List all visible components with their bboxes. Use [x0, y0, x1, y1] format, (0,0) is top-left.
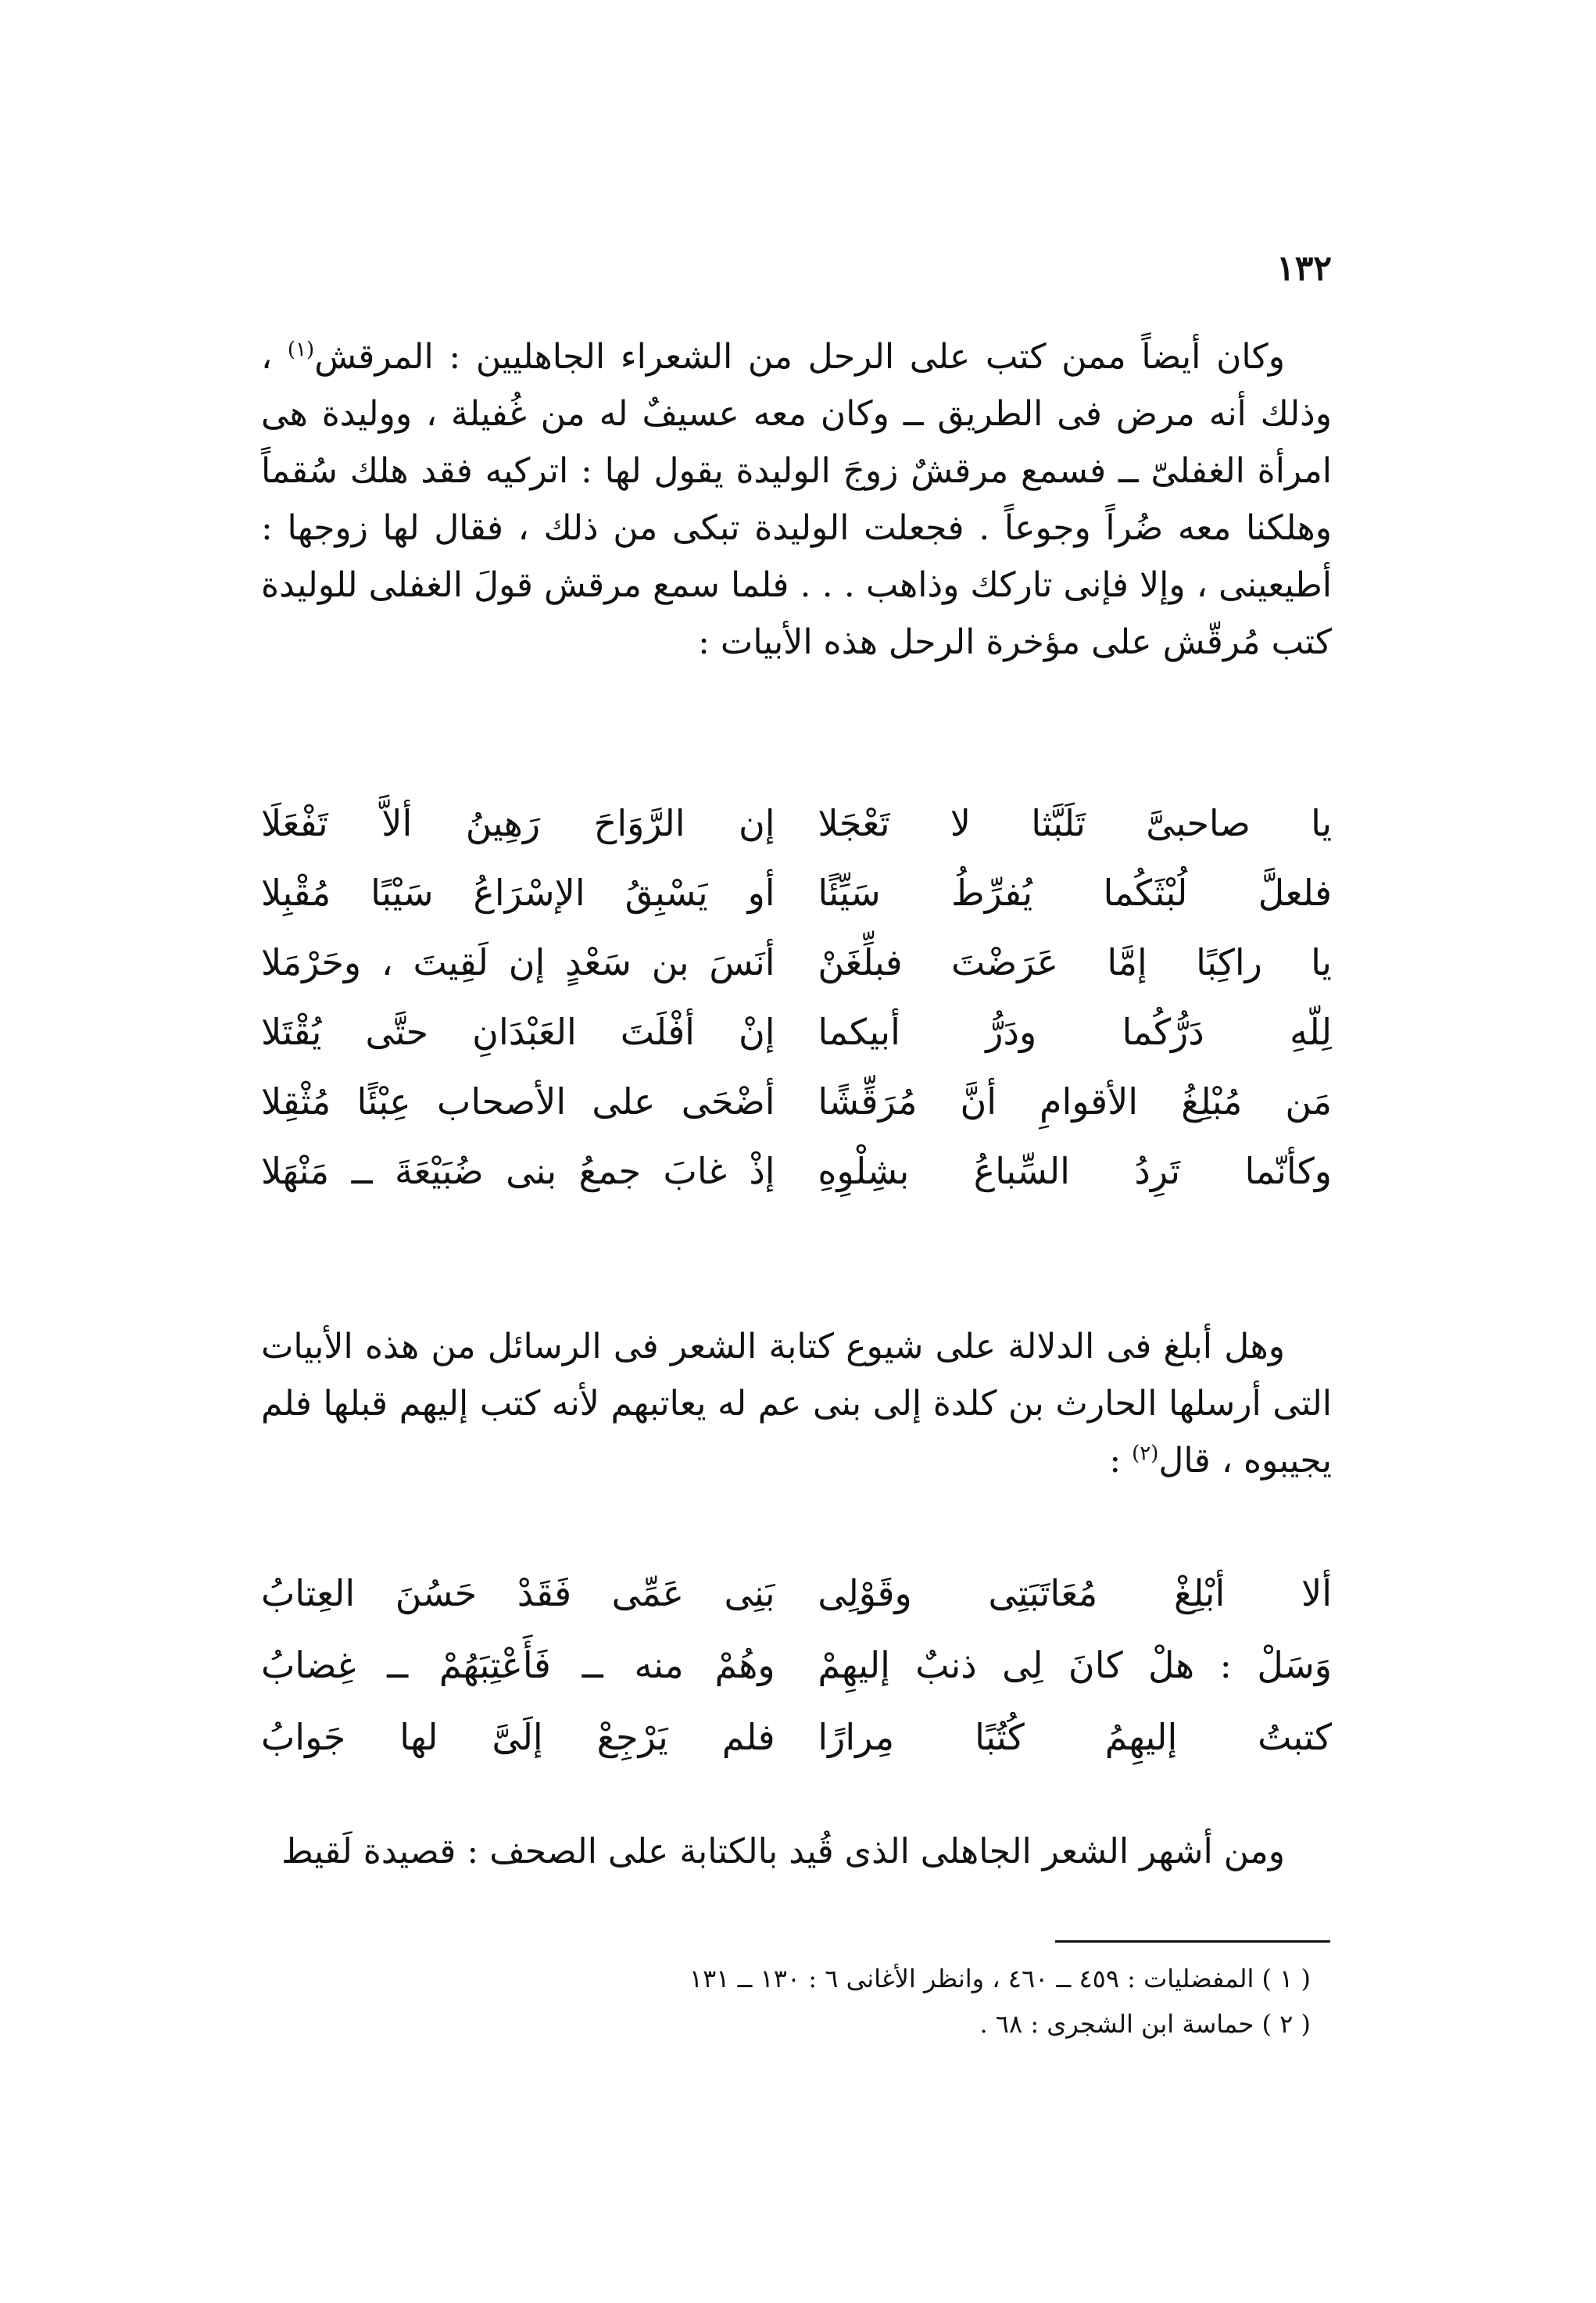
footnote-2: ( ٢ ) حماسة ابن الشجرى : ٦٨ .	[979, 2009, 1311, 2039]
paragraph-harith-intro	[261, 1318, 1332, 1489]
verse-second-hemistich: إذْ غابَ جمعُ بنى ضُبَيْعَةَ ــ مَنْهَلا	[261, 1149, 775, 1192]
verse-line	[261, 997, 1332, 1066]
verse-line	[261, 858, 1332, 927]
paragraph-text: ومن أشهر الشعر الجاهلى الذى قُيد بالكتابة على الصحف : قصيدة لَقيط	[281, 1832, 1285, 1871]
verse-first-hemistich: كتبتُ إليهِمُ كُتُبًا مِرارًا	[818, 1716, 1332, 1758]
verse-line	[261, 1136, 1332, 1205]
verse-first-hemistich: وكأنّما تَرِدُ السِّباعُ بشِلْوِهِ	[818, 1149, 1332, 1192]
verse-second-hemistich: أنَسَ بن سَعْدٍ إن لَقِيتَ ، وحَرْمَلا	[261, 940, 775, 983]
paragraph-text-continued: ، وذلك أنه مرض فى الطريق ــ وكان معه عسيفٌ له من غُفيلة ، ووليدة هى امرأة الغفلىّ ــ فسمع مرقشٌ زوجَ الوليدة يقول لها : اتركيه فقد هلك سُقماً وهلكنا معه ضُراً وجوعاً . فجعلت الوليدة تبكى من ذلك ، فقال لها زوجها : أطيعينى ، وإلا فإنى تاركك وذاهب . . . فلما سمع مرقش قولَ الغفلى للوليدة كتب مُرقّش على مؤخرة الرحل هذه الأبيات :	[261, 337, 1332, 662]
verse-second-hemistich: أضْحَى على الأصحاب عِبْئًا مُثْقِلا	[261, 1080, 775, 1123]
verse-line	[261, 1701, 1332, 1773]
verse-first-hemistich: يا صاحبىَّ تَلَبَّثا لا تَعْجَلا	[818, 801, 1332, 844]
verse-second-hemistich: فلم يَرْجِعْ إلَىَّ لها جَوابُ	[261, 1716, 775, 1758]
verse-first-hemistich: لِلّهِ دَرُّكُما ودَرُّ أبيكما	[818, 1010, 1332, 1053]
footnote-mark: (٢)	[1132, 1442, 1159, 1466]
verse-line	[261, 1557, 1332, 1629]
verse-first-hemistich: ألا أبْلِغْ مُعَاتَبَتِى وقَوْلِى	[818, 1572, 1332, 1614]
verse-second-hemistich: بَنِى عَمِّى فَقَدْ حَسُنَ العِتابُ	[261, 1572, 775, 1614]
paragraph-laqit-intro	[261, 1823, 1332, 1880]
poem-harith	[261, 1557, 1332, 1773]
poem-muraqqish	[261, 788, 1332, 1205]
verse-first-hemistich: وَسَلْ : هلْ كانَ لِى ذنبٌ إليهِمْ	[818, 1644, 1332, 1686]
verse-second-hemistich: أو يَسْبِقُ الإسْرَاعُ سَيْبًا مُقْبِلا	[261, 871, 775, 914]
verse-second-hemistich: وهُمْ منه ــ فَأَعْتِبَهُمْ ــ غِضابُ	[261, 1644, 775, 1686]
verse-first-hemistich: فلعلَّ لُبْثَكُما يُفرِّطُ سَيِّئًا	[818, 871, 1332, 914]
footnote-1: ( ١ ) المفضليات : ٤٥٩ ــ ٤٦٠ ، وانظر الأغانى ٦ : ١٣٠ ــ ١٣١	[689, 1964, 1311, 1993]
verse-first-hemistich: مَن مُبْلِغُ الأقوامِ أنَّ مُرَقِّشًا	[818, 1080, 1332, 1123]
paragraph-text-continued: :	[1109, 1441, 1133, 1481]
verse-line	[261, 927, 1332, 997]
footnote-mark: (١)	[287, 338, 315, 362]
verse-second-hemistich: إن الرَّوَاحَ رَهِينُ ألاَّ تَفْعَلَا	[261, 801, 775, 844]
footnote-divider	[1055, 1940, 1330, 1943]
paragraph-text: وكان أيضاً ممن كتب على الرحل من الشعراء الجاهليين : المرقش	[314, 337, 1286, 377]
verse-second-hemistich: إنْ أفْلَتَ العَبْدَانِ حتَّى يُقْتَلا	[261, 1010, 775, 1053]
page-number: ١٣٢	[1276, 249, 1332, 288]
paragraph-text: وهل أبلغ فى الدلالة على شيوع كتابة الشعر فى الرسائل من هذه الأبيات التى أرسلها الحارث بن كلدة إلى بنى عم له يعاتبهم لأنه كتب إليهم قبلها فلم يجيبوه ، قال	[261, 1327, 1332, 1481]
verse-line	[261, 788, 1332, 858]
verse-line	[261, 1066, 1332, 1136]
verse-first-hemistich: يا راكِبًا إمَّا عَرَضْتَ فبلِّغَنْ	[818, 940, 1332, 983]
paragraph-muraqqish-intro	[261, 328, 1332, 671]
verse-line	[261, 1629, 1332, 1701]
footnotes	[295, 1956, 1311, 2047]
